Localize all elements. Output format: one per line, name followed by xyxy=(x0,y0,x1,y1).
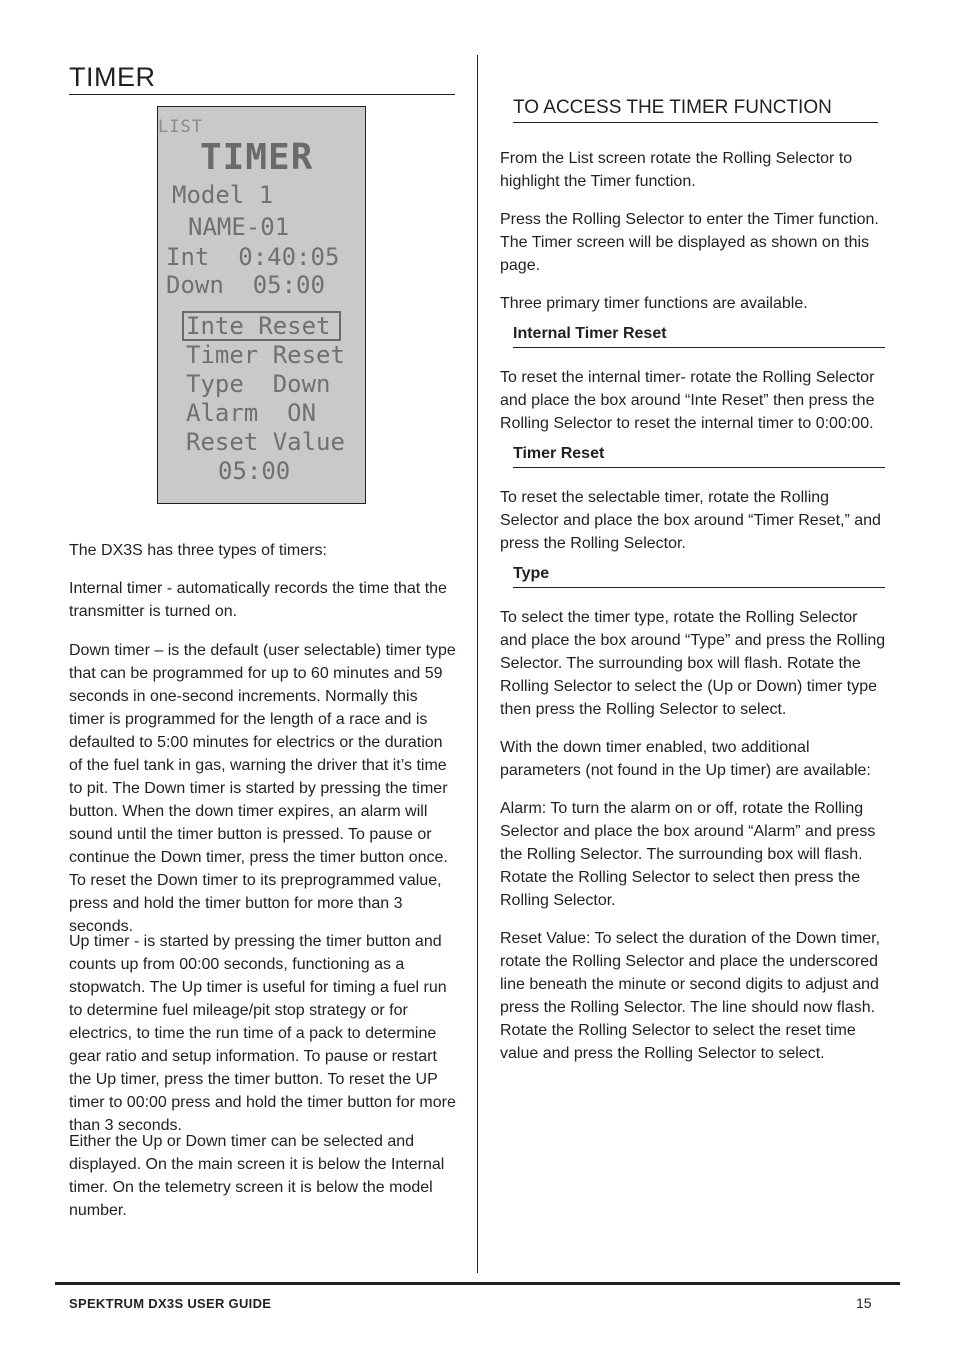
section-title: TO ACCESS THE TIMER FUNCTION xyxy=(513,96,878,123)
paragraph: From the List screen rotate the Rolling Selector to highlight the Timer function. xyxy=(500,150,853,190)
lcd-menu-item: Inte Reset xyxy=(186,312,331,340)
paragraph: Press the Rolling Selector to enter the Timer function. The Timer screen will be displayed as shown on this page. xyxy=(500,211,879,274)
lcd-menu-item: Alarm ON xyxy=(186,399,317,427)
type-heading: Type xyxy=(513,563,885,588)
paragraph: Either the Up or Down timer can be selected and displayed. On the main screen it is below the Internal timer. On the telemetry screen it is below the model number. xyxy=(69,1133,445,1219)
paragraph: Up timer - is started by pressing the timer button and counts up from 00:00 seconds, functioning as a stopwatch. The Up timer is useful for timing a fuel run to determine fuel mileage/pit stop strategy or for electrics, to time the run time of a pack to determine gear ratio and setup information. To pause or restart the Up timer, press the timer button. To reset the UP timer to 00:00 press and hold the timer button for more than 3 seconds. xyxy=(69,933,456,1134)
footer-guide-title: SPEKTRUM DX3S USER GUIDE xyxy=(69,1296,272,1311)
lcd-model: Model 1 xyxy=(172,181,274,209)
lcd-name: NAME-01 xyxy=(188,213,290,241)
lcd-menu-item: Reset Value xyxy=(186,428,345,456)
page-number: 15 xyxy=(856,1295,872,1311)
paragraph: To reset the internal timer- rotate the Rolling Selector and place the box around “Inte Reset” then press the Rolling Selector to reset the internal timer to 0:00:00. xyxy=(500,369,875,432)
right-column xyxy=(500,96,886,1080)
lcd-menu-item: 05:00 xyxy=(218,457,291,485)
paragraph: Three primary timer functions are available. xyxy=(500,295,808,312)
paragraph: To reset the selectable timer, rotate the Rolling Selector and place the box around “Timer Reset,” and press the Rolling Selector. xyxy=(500,489,881,552)
lcd-list-label: LIST xyxy=(158,117,203,137)
paragraph: The DX3S has three types of timers: xyxy=(69,542,327,559)
paragraph: Down timer – is the default (user selectable) timer type that can be programmed for up to 60 minutes and 59 seconds in one-second increments. Normally this timer is programmed for the length of a race and is defaulted to 5:00 minutes for electrics or the duration of the fuel tank in gas, warning the driver that it’s time to pit. The Down timer is started by pressing the timer button. When the down timer expires, an alarm will sound until the timer button is pressed. To pause or continue the Down timer, press the timer button once. To reset the Down timer to its preprogrammed value, press and hold the timer button for more than 3 seconds. xyxy=(69,642,456,935)
page-title: TIMER xyxy=(69,62,455,95)
lcd-down-row: Down 05:00 xyxy=(166,271,325,299)
paragraph: Internal timer - automatically records the time that the transmitter is turned on. xyxy=(69,580,447,620)
paragraph: Alarm: To turn the alarm on or off, rotate the Rolling Selector and place the box around “Alarm” and press the Rolling Selector. The surrounding box will flash. Rotate the Rolling Selector to select then press the Rolling Selector. xyxy=(500,800,876,909)
left-column xyxy=(69,62,456,1219)
column-divider xyxy=(477,55,478,1273)
internal-timer-reset-heading: Internal Timer Reset xyxy=(513,323,885,348)
lcd-menu-item: Type Down xyxy=(186,370,331,398)
paragraph: To select the timer type, rotate the Rolling Selector and place the box around “Type” and press the Rolling Selector. The surrounding box will flash. Rotate the Rolling Selector to select the (Up or Down) timer type then press the Rolling Selector to select. xyxy=(500,609,886,718)
lcd-menu-item: Timer Reset xyxy=(186,341,345,369)
footer-rule xyxy=(55,1282,900,1285)
paragraph: With the down timer enabled, two additional parameters (not found in the Up timer) are available: xyxy=(500,739,871,779)
timer-reset-heading: Timer Reset xyxy=(513,443,885,468)
timer-screen-image xyxy=(157,106,366,504)
paragraph: Reset Value: To select the duration of the Down timer, rotate the Rolling Selector and place the underscored line beneath the minute or second digits to adjust and press the Rolling Selector. The line should now flash. Rotate the Rolling Selector to select the reset time value and press the Rolling Selector to select. xyxy=(500,930,881,1062)
lcd-title: TIMER xyxy=(200,137,314,178)
lcd-int-row: Int 0:40:05 xyxy=(166,243,340,271)
